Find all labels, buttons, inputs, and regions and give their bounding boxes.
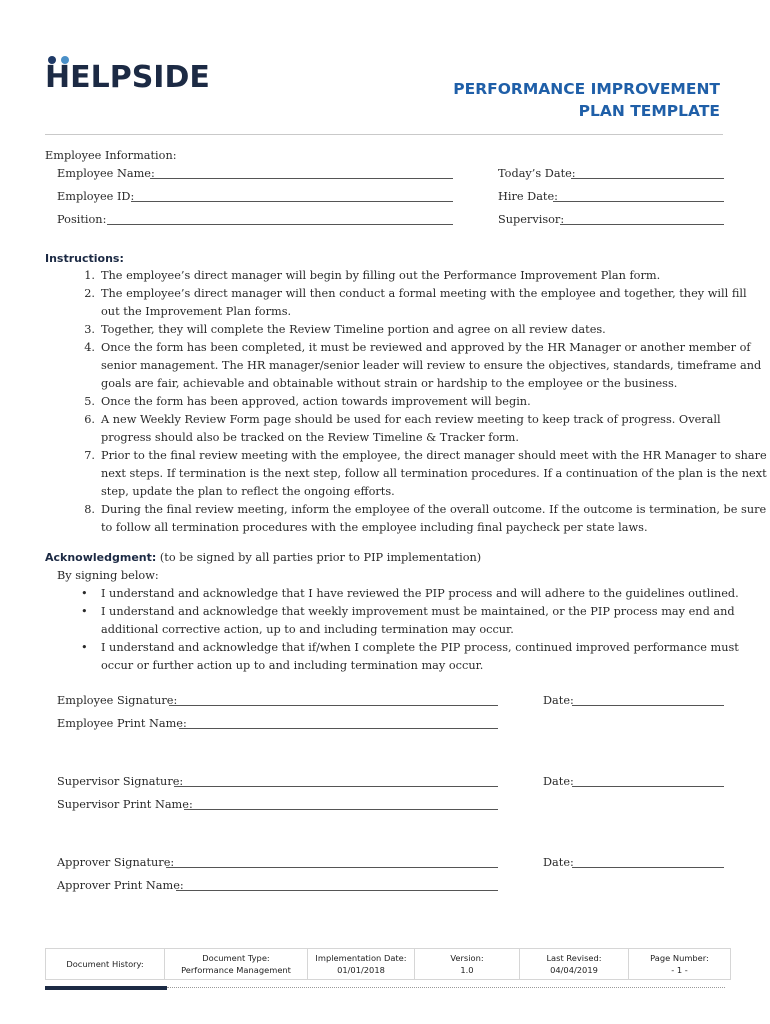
employee-info-heading: Employee Information:: [45, 149, 177, 162]
acknowledgment-item: [45, 603, 735, 639]
instruction-item: [45, 339, 762, 393]
last-revised-cell: [520, 949, 629, 979]
signature-field[interactable]: [169, 705, 498, 706]
signature-date-label: Date:: [543, 856, 574, 869]
acknowledgment-heading-row: [45, 549, 481, 567]
signature-date-field[interactable]: [572, 867, 724, 868]
instruction-text-line: step, update the plan to reflect the ongoing efforts.: [101, 485, 395, 498]
instruction-item: [45, 285, 747, 321]
print-name-field[interactable]: [184, 809, 498, 810]
print-name-label: Approver Print Name:: [57, 879, 184, 892]
supervisor-label: Supervisor:: [498, 213, 565, 226]
bullet-icon: •: [81, 587, 88, 600]
header-divider: [45, 134, 723, 135]
instruction-number: 8.: [84, 503, 95, 516]
document-history-table: [45, 948, 731, 980]
doc-type-cell: [165, 949, 308, 979]
instruction-text-line: A new Weekly Review Form page should be used for each review meeting to keep track of progress. Overall: [101, 413, 721, 426]
page-number-label: Page Number:: [650, 953, 709, 963]
acknowledgment-text-line: occur or further action up to and including termination may occur.: [101, 659, 484, 672]
page-number-value: - 1 -: [671, 965, 688, 975]
position-field[interactable]: [107, 224, 453, 225]
implementation-value: 01/01/2018: [337, 965, 385, 975]
todays-date-label: Today’s Date:: [498, 167, 576, 180]
instruction-text-line: next steps. If termination is the next step, follow all termination procedures. If a continuation of the plan is the next: [101, 467, 767, 480]
bullet-icon: •: [81, 641, 88, 654]
instruction-number: 6.: [84, 413, 95, 426]
instruction-text-line: Together, they will complete the Review Timeline portion and agree on all review dates.: [101, 323, 606, 336]
signature-field[interactable]: [166, 867, 498, 868]
employee-name-field[interactable]: [150, 178, 453, 179]
todays-date-field[interactable]: [571, 178, 724, 179]
instruction-text-line: to follow all termination procedures with the employee including final paycheck per state laws.: [101, 521, 648, 534]
version-label: Version:: [450, 953, 484, 963]
instruction-number: 7.: [84, 449, 95, 462]
footer-accent-bar: [45, 986, 167, 990]
instruction-number: 2.: [84, 287, 95, 300]
acknowledgment-item: [45, 585, 739, 603]
acknowledgment-text-line: I understand and acknowledge that weekly improvement must be maintained, or the PIP process may end and: [101, 605, 735, 618]
signature-date-field[interactable]: [572, 705, 724, 706]
print-name-label: Supervisor Print Name:: [57, 798, 193, 811]
instruction-number: 3.: [84, 323, 95, 336]
implementation-label: Implementation Date:: [315, 953, 407, 963]
page-number-cell: [629, 949, 730, 979]
implementation-cell: [308, 949, 415, 979]
footer-dotted-rule: [167, 987, 725, 988]
doc-type-label: Document Type:: [202, 953, 270, 963]
history-label: Document History:: [66, 959, 144, 969]
signature-label: Supervisor Signature:: [57, 775, 184, 788]
employee-id-label: Employee ID:: [57, 190, 135, 203]
instruction-text-line: goals are fair, achievable and obtainable without strain or hardship to the employee or the business.: [101, 377, 678, 390]
hire-date-label: Hire Date:: [498, 190, 558, 203]
signature-date-field[interactable]: [572, 786, 724, 787]
signature-label: Employee Signature:: [57, 694, 178, 707]
instruction-text-line: Prior to the final review meeting with the employee, the direct manager should meet with the HR Manager to share: [101, 449, 767, 462]
signature-date-label: Date:: [543, 775, 574, 788]
instruction-item: [45, 321, 721, 339]
acknowledgment-heading: Acknowledgment:: [45, 551, 157, 564]
signature-field[interactable]: [174, 786, 498, 787]
version-value: 1.0: [460, 965, 474, 975]
acknowledgment-text-line: I understand and acknowledge that I have reviewed the PIP process and will adhere to the guidelines outlined.: [101, 587, 739, 600]
instruction-text-line: During the final review meeting, inform the employee of the overall outcome. If the outcome is termination, be sure: [101, 503, 767, 516]
instruction-text-line: The employee’s direct manager will begin by filling out the Performance Improvement Plan form.: [101, 269, 661, 282]
supervisor-field[interactable]: [560, 224, 724, 225]
instruction-text-line: Once the form has been completed, it must be reviewed and approved by the HR Manager or another member of: [101, 341, 751, 354]
acknowledgment-text-line: additional corrective action, up to and including termination may occur.: [101, 623, 514, 636]
hire-date-field[interactable]: [553, 201, 724, 202]
position-label: Position:: [57, 213, 107, 226]
last-revised-label: Last Revised:: [546, 953, 602, 963]
instruction-number: 5.: [84, 395, 95, 408]
instruction-item: [45, 393, 721, 411]
print-name-field[interactable]: [179, 728, 498, 729]
instruction-item: [45, 267, 721, 285]
instructions-heading: Instructions:: [45, 252, 124, 265]
history-cell: [46, 949, 165, 979]
instruction-item: [45, 501, 767, 537]
acknowledgment-intro: By signing below:: [57, 569, 159, 582]
instruction-number: 1.: [84, 269, 95, 282]
doc-type-value: Performance Management: [181, 965, 291, 975]
last-revised-value: 04/04/2019: [550, 965, 598, 975]
employee-name-label: Employee Name:: [57, 167, 155, 180]
instruction-number: 4.: [84, 341, 95, 354]
acknowledgment-note: (to be signed by all parties prior to PIP implementation): [156, 551, 482, 564]
title-line-2: PLAN TEMPLATE: [578, 102, 720, 120]
signature-label: Approver Signature:: [57, 856, 175, 869]
instruction-text-line: senior management. The HR manager/senior leader will review to ensure the objectives, standards, timeframe and: [101, 359, 762, 372]
title-line-1: PERFORMANCE IMPROVEMENT: [453, 80, 720, 98]
version-cell: [415, 949, 520, 979]
signature-date-label: Date:: [543, 694, 574, 707]
instruction-item: [45, 411, 721, 447]
print-name-label: Employee Print Name:: [57, 717, 187, 730]
instruction-item: [45, 447, 767, 501]
logo-wordmark: HELPSIDE: [45, 60, 210, 95]
bullet-icon: •: [81, 605, 88, 618]
instruction-text-line: The employee’s direct manager will then conduct a formal meeting with the employee and together, they will fill: [101, 287, 747, 300]
helpside-logo: [45, 54, 245, 98]
instruction-text-line: out the Improvement Plan forms.: [101, 305, 292, 318]
instruction-text-line: Once the form has been approved, action towards improvement will begin.: [101, 395, 531, 408]
print-name-field[interactable]: [176, 890, 498, 891]
acknowledgment-list: [45, 585, 739, 675]
acknowledgment-item: [45, 639, 739, 675]
instruction-text-line: progress should also be tracked on the Review Timeline & Tracker form.: [101, 431, 519, 444]
acknowledgment-text-line: I understand and acknowledge that if/when I complete the PIP process, continued improved performance must: [101, 641, 739, 654]
document-title: [453, 78, 720, 122]
employee-id-field[interactable]: [131, 201, 453, 202]
instructions-list: [45, 267, 767, 537]
